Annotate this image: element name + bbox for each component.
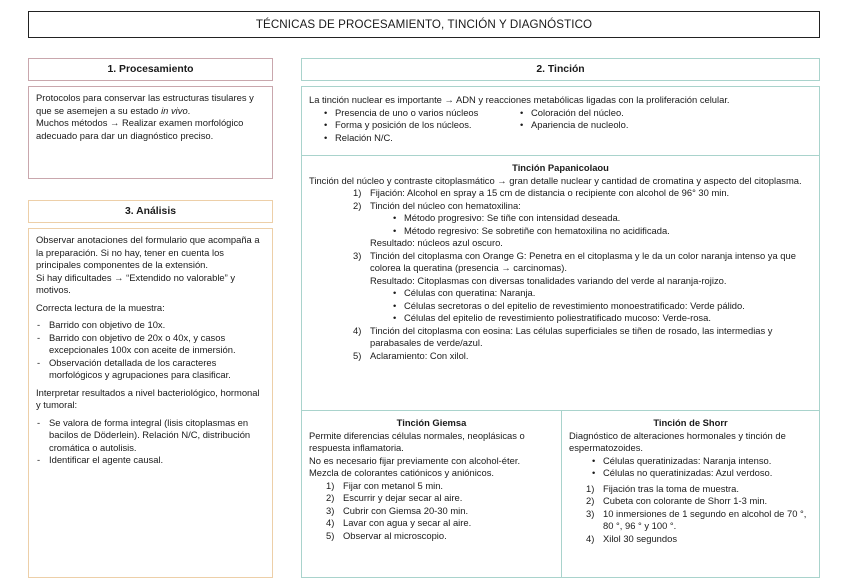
papanicolaou-steps	[309, 187, 812, 362]
analisis-p2: Si hay dificultades → “Extendido no valorable” y motivos.	[36, 271, 236, 295]
list-item	[353, 324, 812, 350]
step-text: Xilol 30 segundos	[603, 532, 678, 544]
step-number: 4)	[586, 532, 595, 544]
analisis-panel	[28, 228, 273, 578]
step-number: 5)	[326, 529, 335, 541]
shorr-steps	[569, 483, 812, 546]
list-item	[586, 532, 812, 546]
step-number: 2)	[586, 495, 595, 506]
analisis-p1: Observar anotaciones del formulario que acompaña a la preparación. Si no hay, tener en cuenta los principales componentes de la extensión.	[36, 234, 260, 270]
step-text: Escurrir y dejar secar al aire.	[343, 492, 463, 503]
list-item: • Apariencia de nucleolo.	[519, 119, 628, 132]
s3-result: Resultado: Citoplasmas con diversas tonalidades variando del verde al naranja-rojizo.	[370, 274, 727, 286]
page-title	[28, 11, 820, 38]
list-item: • Células con queratina: Naranja.	[392, 287, 812, 300]
analisis-p4: Interpretar resultados a nivel bacteriológico, hormonal y tumoral:	[36, 386, 260, 410]
step-number: 3)	[326, 504, 335, 516]
interpret-list	[36, 417, 265, 467]
reading-list	[36, 319, 265, 382]
step-number: 1)	[586, 482, 595, 494]
step-number: 2)	[353, 199, 362, 211]
nuclear-bullets-right	[519, 107, 628, 145]
list-item	[326, 517, 554, 530]
step-text: Fijación: Alcohol en spray a 15 cm de distancia o recipiente con alcohol de 96° 30 min.	[370, 187, 730, 198]
list-item	[586, 495, 812, 508]
page-title-text: TÉCNICAS DE PROCESAMIENTO, TINCIÓN Y DIAGNÓSTICO	[255, 17, 593, 31]
step-text: Fijación tras la toma de muestra.	[603, 482, 739, 494]
list-item: • Células no queratinizadas: Azul verdoso.	[591, 467, 812, 480]
procesamiento-text-1: Protocolos para conservar las estructuras tisulares y que se asemejen a su estado in vivo.	[36, 92, 254, 116]
procesamiento-text-2: Muchos métodos → Realizar examen morfológico adecuado para dar un diagnóstico preciso.	[36, 117, 244, 141]
step-text: Aclaramiento: Con xilol.	[370, 349, 469, 361]
analisis-header-text: 3. Análisis	[124, 205, 176, 217]
step-text: Lavar con agua y secar al aire.	[343, 517, 472, 528]
list-item	[586, 482, 812, 496]
list-item: • Método regresivo: Se sobretiñe con hematoxilina no acidificada.	[392, 225, 812, 238]
list-item: - Observación detallada de los caracteres morfológicos y agrupaciones para clasificar.	[36, 357, 265, 382]
giemsa-p3: Mezcla de colorantes catiónicos y aniónicos.	[309, 467, 494, 478]
list-item: - Identificar el agente causal.	[36, 454, 265, 467]
step-text: 10 inmersiones de 1 segundo en alcohol de 70 °, 80 °, 96 ° y 100 °.	[603, 507, 807, 531]
step-number: 4)	[326, 517, 335, 528]
list-item: - Barrido con objetivo de 20x o 40x, y casos excepcionales 100x con aceite de inmersión.	[36, 332, 265, 357]
tincion-intro: La tinción nuclear es importante → ADN y reacciones metabólicas ligadas con la proliferación celular.	[309, 94, 730, 105]
list-item: • Células queratinizadas: Naranja intenso.	[591, 455, 812, 468]
giemsa-p2: No es necesario fijar previamente con alcohol-éter.	[309, 454, 521, 466]
shorr-panel	[561, 410, 820, 578]
step-text: Cubrir con Giemsa 20-30 min.	[343, 504, 469, 516]
list-item: • Presencia de uno o varios núcleos	[323, 107, 519, 120]
shorr-p1: Diagnóstico de alteraciones hormonales y tinción de espermatozoides.	[569, 429, 786, 453]
list-item	[353, 249, 812, 325]
list-item	[326, 529, 554, 543]
analisis-header	[28, 200, 273, 223]
list-item	[326, 492, 554, 505]
tincion-header	[301, 58, 820, 81]
step-text: Tinción del núcleo con hematoxilina:	[370, 199, 521, 211]
list-item: • Forma y posición de los núcleos.	[323, 119, 519, 132]
giemsa-panel	[301, 410, 562, 578]
papanicolaou-intro: Tinción del núcleo y contraste citoplasmático → gran detalle nuclear y cantidad de cromatina y aspecto del citoplasma.	[309, 174, 802, 186]
step-text: Tinción del citoplasma con Orange G: Penetra en el citoplasma y le da un color naranja intenso ya que colorea la queratina (presencia → carcinomas).	[370, 249, 796, 273]
list-item: - Se valora de forma integral (lisis citoplasmas en bacilos de Döderlein). Relación N/C, distribución cromática o autolisis.	[36, 417, 265, 455]
list-item: - Barrido con objetivo de 10x.	[36, 319, 265, 332]
procesamiento-panel	[28, 86, 273, 179]
step-number: 1)	[326, 479, 335, 491]
list-item	[353, 349, 812, 363]
step-number: 1)	[353, 187, 362, 198]
procesamiento-header-text: 1. Procesamiento	[107, 63, 194, 75]
tincion-header-text: 2. Tinción	[536, 63, 585, 75]
step-number: 2)	[326, 492, 335, 503]
step-number: 3)	[586, 507, 595, 519]
step-text: Observar al microscopio.	[343, 529, 447, 541]
step-number: 4)	[353, 324, 362, 336]
list-item: • Relación N/C.	[323, 132, 519, 145]
list-item	[326, 504, 554, 518]
list-item: • Células secretoras o del epitelio de revestimiento monoestratificado: Verde pálido.	[392, 300, 812, 313]
list-item	[326, 479, 554, 493]
step-text: Cubeta con colorante de Shorr 1-3 min.	[603, 495, 768, 506]
papanicolaou-panel	[301, 155, 820, 411]
list-item: • Coloración del núcleo.	[519, 107, 628, 120]
procesamiento-header	[28, 58, 273, 81]
papanicolaou-title: Tinción Papanicolaou	[512, 162, 609, 173]
shorr-title: Tinción de Shorr	[653, 417, 728, 428]
step-number: 3)	[353, 249, 362, 261]
step-text: Fijar con metanol 5 min.	[343, 479, 444, 491]
list-item: • Células del epitelio de revestimiento poliestratificado mucoso: Verde-rosa.	[392, 312, 812, 325]
nuclear-bullets-left	[323, 107, 519, 145]
s2-result: Resultado: núcleos azul oscuro.	[370, 237, 503, 248]
giemsa-steps	[309, 480, 554, 543]
giemsa-title: Tinción Giemsa	[396, 417, 467, 428]
list-item	[353, 199, 812, 250]
giemsa-p1: Permite diferencias células normales, neoplásicas o respuesta inflamatoria.	[309, 429, 525, 453]
tincion-intro-panel	[301, 86, 820, 156]
s2-bullets	[370, 212, 812, 237]
step-text: Tinción del citoplasma con eosina: Las células superficiales se tiñen de rosado, las intermedias y parabasales de verde/azul.	[370, 324, 773, 348]
list-item	[586, 507, 812, 533]
s3-bullets	[370, 287, 812, 325]
shorr-bullets	[569, 455, 812, 480]
list-item: • Método progresivo: Se tiñe con intensidad deseada.	[392, 212, 812, 225]
analisis-p3: Correcta lectura de la muestra:	[36, 301, 165, 313]
step-number: 5)	[353, 349, 362, 361]
list-item	[353, 187, 812, 200]
